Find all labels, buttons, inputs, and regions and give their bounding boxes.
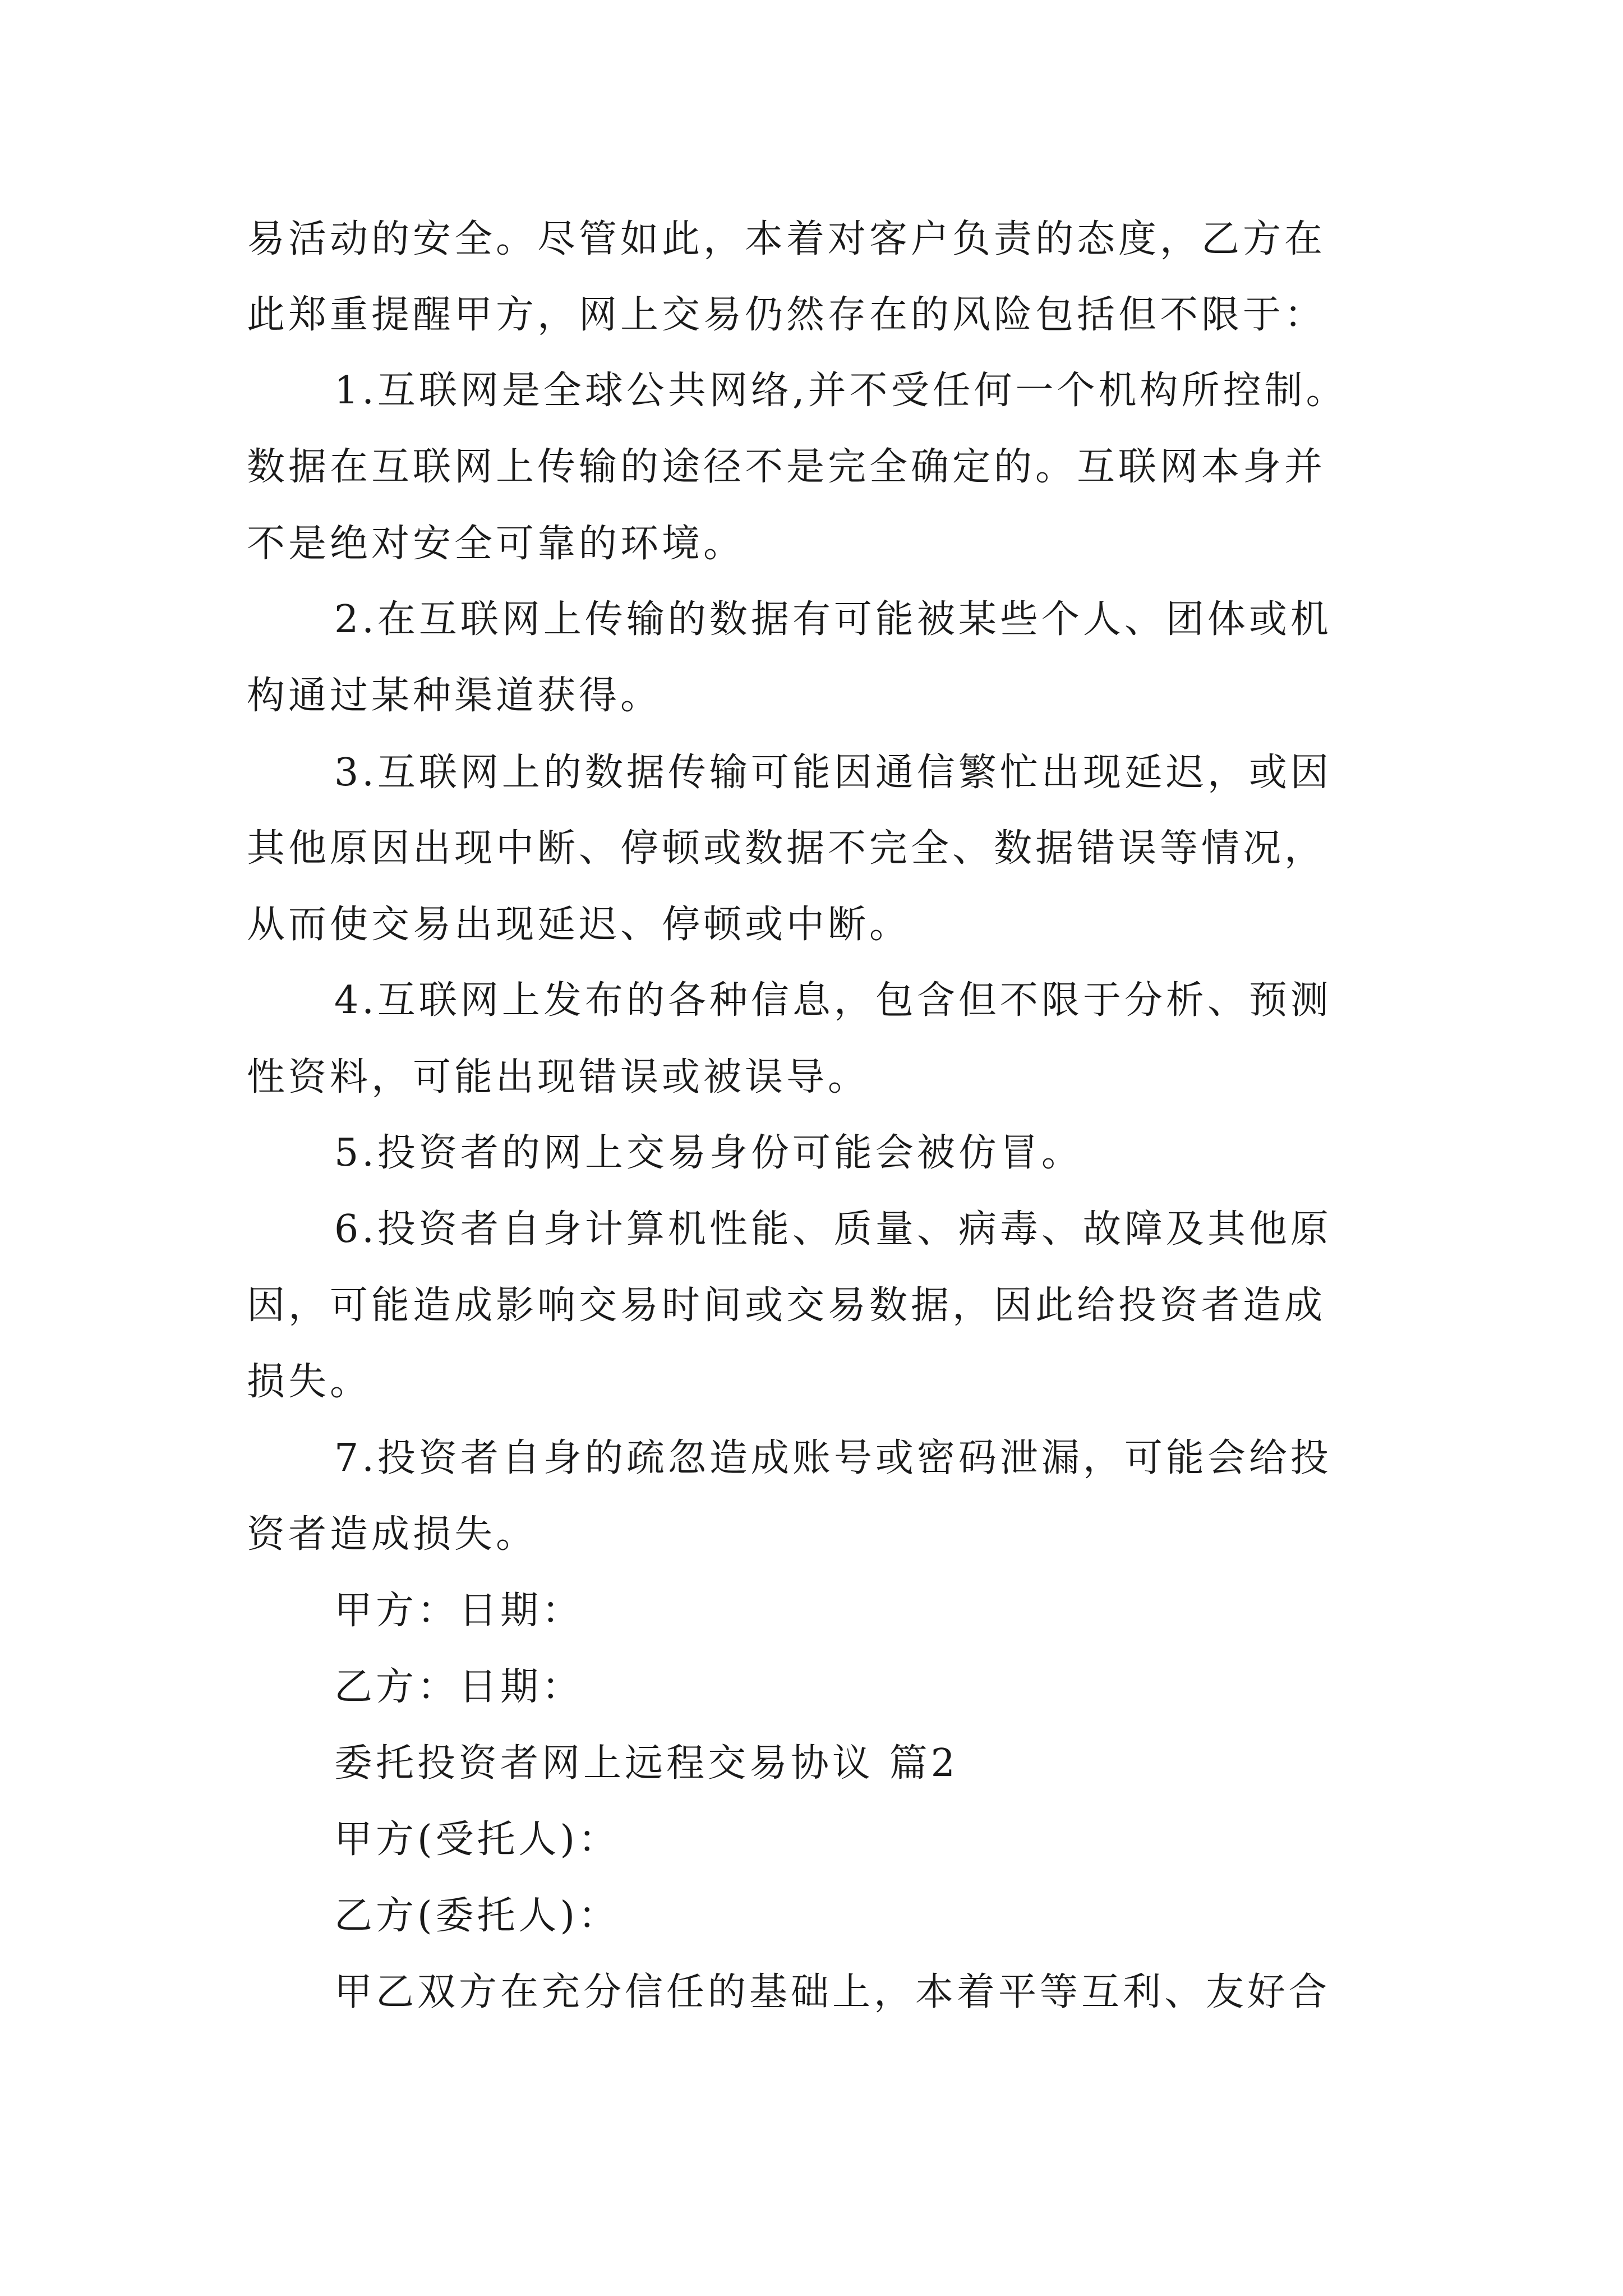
party-b-line: 乙方(委托人)： — [334, 1894, 620, 1938]
text-line: 损失。 — [247, 1360, 372, 1404]
text-line: 甲乙双方在充分信任的基础上，本着平等互利、友好合 — [334, 1970, 1331, 2014]
party-a-line: 甲方(受托人)： — [334, 1818, 620, 1862]
text-line: 构通过某种渠道获得。 — [247, 674, 662, 718]
signature-line-party-b: 乙方：日期： — [334, 1665, 584, 1709]
text-line: 此郑重提醒甲方，网上交易仍然存在的风险包括但不限于： — [247, 293, 1326, 337]
text-line: 易活动的安全。尽管如此，本着对客户负责的态度，乙方在 — [247, 217, 1326, 261]
section-heading: 委托投资者网上远程交易协议 篇2 — [334, 1741, 958, 1786]
signature-line-party-a: 甲方：日期： — [334, 1589, 584, 1633]
text-line: 数据在互联网上传输的途径不是完全确定的。互联网本身并 — [247, 445, 1326, 489]
text-line: 资者造成损失。 — [247, 1512, 538, 1557]
text-line: 3.互联网上的数据传输可能因通信繁忙出现延迟，或因 — [334, 751, 1332, 795]
text-line: 6.投资者自身计算机性能、质量、病毒、故障及其他原 — [334, 1207, 1332, 1251]
text-line: 7.投资者自身的疏忽造成账号或密码泄漏，可能会给投 — [334, 1436, 1332, 1480]
text-line: 5.投资者的网上交易身份可能会被仿冒。 — [334, 1131, 1083, 1175]
text-line: 1.互联网是全球公共网络,并不受任何一个机构所控制。 — [334, 369, 1348, 413]
text-line: 从而使交易出现延迟、停顿或中断。 — [247, 903, 911, 947]
text-line: 4.互联网上发布的各种信息，包含但不限于分析、预测 — [334, 978, 1332, 1023]
text-line: 性资料，可能出现错误或被误导。 — [247, 1055, 870, 1099]
text-line: 因，可能造成影响交易时间或交易数据，因此给投资者造成 — [247, 1283, 1326, 1328]
text-line: 2.在互联网上传输的数据有可能被某些个人、团体或机 — [334, 597, 1332, 642]
text-line: 其他原因出现中断、停顿或数据不完全、数据错误等情况， — [247, 826, 1326, 871]
text-line: 不是绝对安全可靠的环境。 — [247, 522, 745, 566]
